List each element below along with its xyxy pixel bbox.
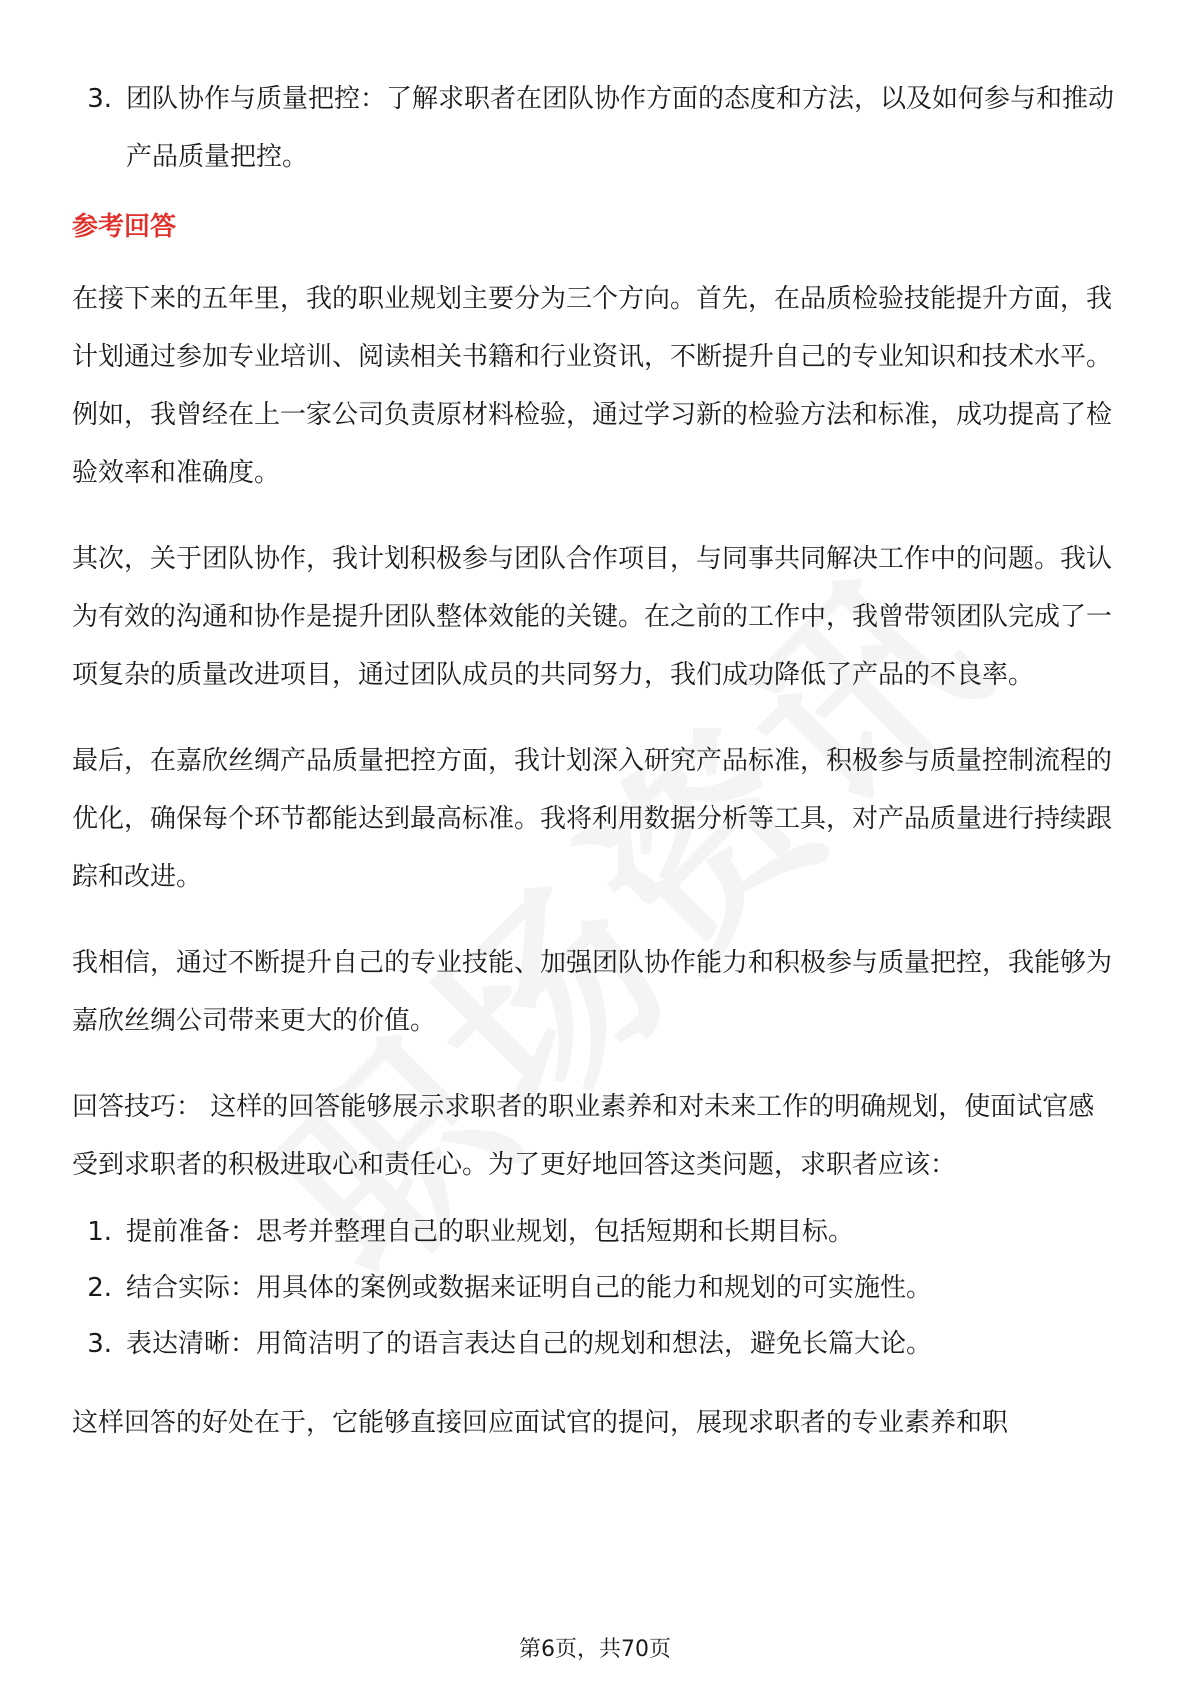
- list-text: 团队协作与质量把控：了解求职者在团队协作方面的态度和方法，以及如何参与和推动产品质量把控。: [126, 84, 1115, 172]
- section-heading: 参考回答: [72, 212, 177, 242]
- list-item: [72, 1316, 1118, 1372]
- intro-list-item: [72, 70, 1118, 186]
- paragraph-quality-control: 最后，在嘉欣丝绸产品质量把控方面，我计划深入研究产品标准，积极参与质量控制流程的优化，确保每个环节都能达到最高标准。我将利用数据分析等工具，对产品质量进行持续跟踪和改进。: [72, 746, 1113, 892]
- paragraph-answer-tips: 回答技巧： 这样的回答能够展示求职者的职业素养和对未来工作的明确规划，使面试官感受到求职者的积极进取心和责任心。为了更好地回答这类问题，求职者应该：: [72, 1092, 1095, 1180]
- list-text: 结合实际：用具体的案例或数据来证明自己的能力和规划的可实施性。: [126, 1273, 933, 1303]
- list-number: 3.: [87, 84, 112, 114]
- document-body: [72, 70, 1118, 1480]
- list-text: 表达清晰：用简洁明了的语言表达自己的规划和想法，避免长篇大论。: [126, 1329, 933, 1359]
- paragraph-teamwork: 其次，关于团队协作，我计划积极参与团队合作项目，与同事共同解决工作中的问题。我认为有效的沟通和协作是提升团队整体效能的关键。在之前的工作中，我曾带领团队完成了一项复杂的质量改进项目，通过团队成员的共同努力，我们成功降低了产品的不良率。: [72, 544, 1113, 690]
- page-footer: 第6页，共70页: [519, 1637, 671, 1662]
- list-item: [72, 1204, 1118, 1260]
- paragraph-closing: 这样回答的好处在于，它能够直接回应面试官的提问，展现求职者的专业素养和职: [72, 1408, 1009, 1438]
- tips-list: [72, 1204, 1118, 1372]
- paragraph-career-plan: 在接下来的五年里，我的职业规划主要分为三个方向。首先，在品质检验技能提升方面，我计划通过参加专业培训、阅读相关书籍和行业资讯，不断提升自己的专业知识和技术水平。例如，我曾经在上一家公司负责原材料检验，通过学习新的检验方法和标准，成功提高了检验效率和准确度。: [72, 284, 1113, 488]
- paragraph-conclusion: 我相信，通过不断提升自己的专业技能、加强团队协作能力和积极参与质量把控，我能够为嘉欣丝绸公司带来更大的价值。: [72, 948, 1113, 1036]
- list-number: 2.: [87, 1273, 112, 1303]
- list-number: 1.: [87, 1217, 112, 1247]
- list-number: 3.: [87, 1329, 112, 1359]
- list-text: 提前准备：思考并整理自己的职业规划，包括短期和长期目标。: [126, 1217, 855, 1247]
- list-item: [72, 1260, 1118, 1316]
